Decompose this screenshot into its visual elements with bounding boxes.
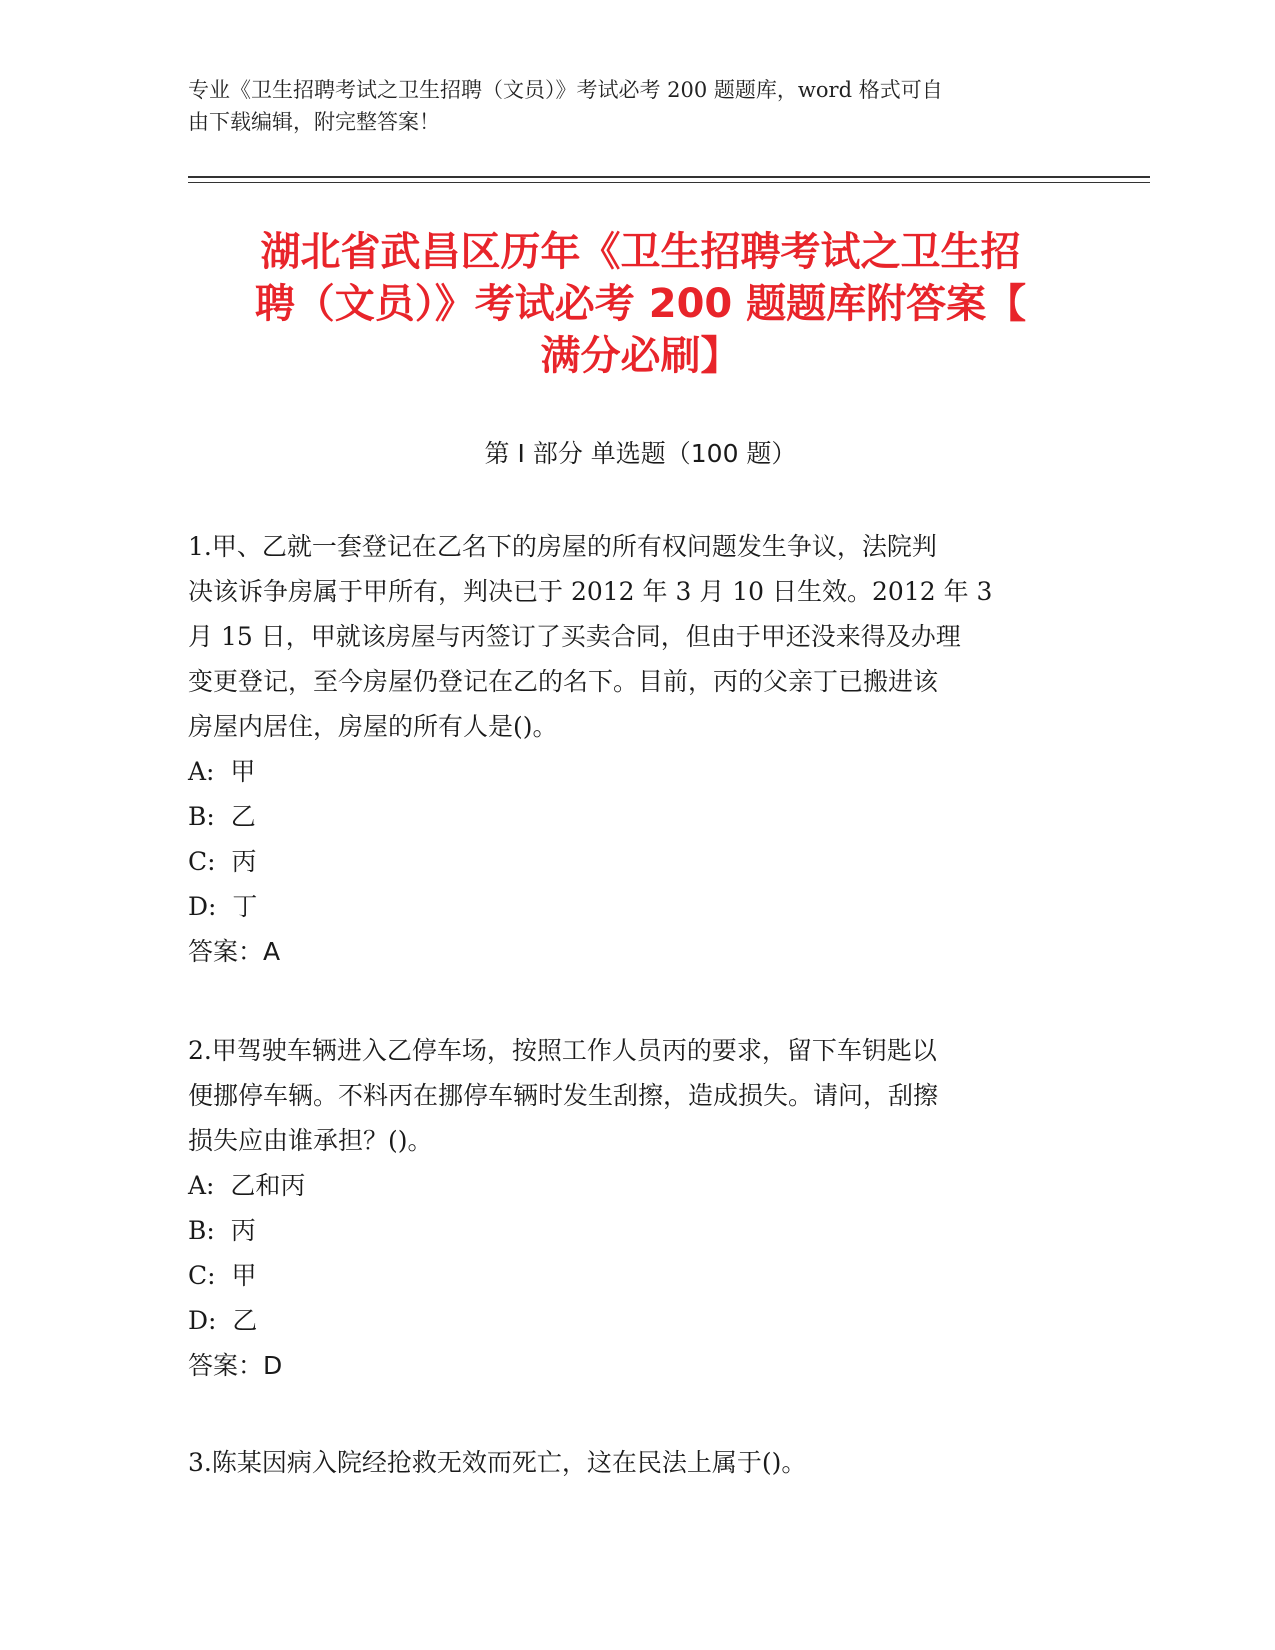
answer-line: 答案：A — [188, 937, 281, 966]
option-d: D: 乙 — [188, 1306, 258, 1335]
header-note-line: 由下载编辑，附完整答案！ — [188, 110, 440, 134]
question-3 — [188, 1440, 1068, 1485]
question-stem-line: 便挪停车辆。不料丙在挪停车辆时发生刮擦，造成损失。请问，刮擦 — [188, 1081, 939, 1110]
header-divider-thick — [188, 176, 1150, 178]
title-line: 聘（文员）》考试必考 200 题题库附答案【 — [254, 281, 1027, 327]
question-stem-line: 2.甲驾驶车辆进入乙停车场，按照工作人员丙的要求，留下车钥匙以 — [188, 1036, 937, 1065]
question-stem-line: 月 15 日，甲就该房屋与丙签订了买卖合同，但由于甲还没来得及办理 — [188, 622, 961, 651]
option-a: A: 乙和丙 — [188, 1171, 306, 1200]
header-note-line: 专业《卫生招聘考试之卫生招聘（文员）》考试必考 200 题题库，word 格式可自 — [188, 78, 943, 102]
option-d: D: 丁 — [188, 892, 258, 921]
question-stem-line: 房屋内居住，房屋的所有人是()。 — [188, 712, 558, 741]
title-line: 湖北省武昌区历年《卫生招聘考试之卫生招 — [260, 229, 1021, 275]
question-stem-line: 损失应由谁承担？()。 — [188, 1126, 433, 1155]
option-c: C: 丙 — [188, 847, 257, 876]
question-2 — [188, 1028, 1068, 1388]
question-1 — [188, 524, 1068, 974]
section-heading: 第 I 部分 单选题（100 题） — [484, 439, 797, 468]
option-b: B: 乙 — [188, 802, 256, 831]
header-note — [188, 74, 1068, 138]
document-title — [188, 226, 1093, 382]
question-stem-line: 1.甲、乙就一套登记在乙名下的房屋的所有权问题发生争议，法院判 — [188, 532, 937, 561]
option-a: A: 甲 — [188, 757, 256, 786]
question-stem-line: 变更登记，至今房屋仍登记在乙的名下。目前，丙的父亲丁已搬进该 — [188, 667, 939, 696]
question-stem-line: 3.陈某因病入院经抢救无效而死亡，这在民法上属于()。 — [188, 1448, 807, 1477]
header-divider-thin — [188, 182, 1150, 183]
title-line: 满分必刷】 — [540, 333, 741, 379]
option-b: B: 丙 — [188, 1216, 256, 1245]
question-stem-line: 决该诉争房属于甲所有，判决已于 2012 年 3 月 10 日生效。2012 年 3 — [188, 577, 993, 606]
answer-line: 答案：D — [188, 1351, 283, 1380]
option-c: C: 甲 — [188, 1261, 257, 1290]
